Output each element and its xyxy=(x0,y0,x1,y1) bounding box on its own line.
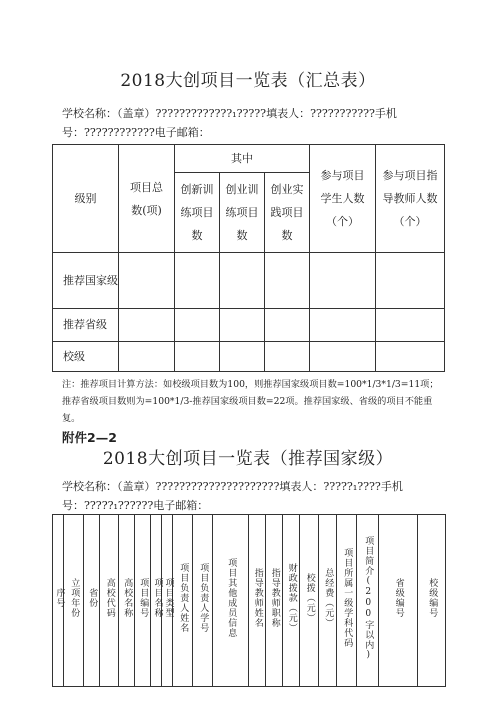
header-university-code xyxy=(100,515,119,687)
header-project-number-label: 项目编号 xyxy=(138,578,149,619)
summary-table xyxy=(52,144,445,372)
header-total-funding xyxy=(319,515,337,687)
header-serial-label: 序号 xyxy=(54,588,65,609)
table-cell[interactable] xyxy=(175,309,220,342)
table-cell[interactable] xyxy=(119,342,175,372)
header-project-type-label: 项目类型 xyxy=(163,578,174,619)
header-school-funding-label: 校拨（元） xyxy=(304,573,315,624)
header-school-number xyxy=(418,515,446,687)
header-university-name xyxy=(119,515,135,687)
summary-table-title: 2018大创项目一览表（汇总表） xyxy=(120,71,376,91)
calculation-note: 注：推荐项目计算方法：如校级项目数为100，则推荐国家级项目数=100*1/3*1/3=11项；推荐省级项目数则为=100*1/3-推荐国家级项目数=22项。推荐国家级、省级的项目不能重复。 xyxy=(62,379,439,424)
header-year xyxy=(64,515,84,687)
table-cell[interactable] xyxy=(175,253,220,309)
header-advisor-title xyxy=(266,515,283,687)
table-cell[interactable] xyxy=(310,253,376,309)
header-students: 参与项目学生人数（个） xyxy=(310,145,376,253)
school-info-line-2: 学校名称：（盖章）?????????????????????填表人：?????₁????手机号：?????₁??????电子邮箱： xyxy=(62,480,403,512)
header-university-name-label: 高校名称 xyxy=(122,578,133,619)
table-cell[interactable] xyxy=(220,309,265,342)
header-group: 其中 xyxy=(175,145,310,173)
table-cell[interactable] xyxy=(310,342,376,372)
header-government-funding-label: 财政拨款（元） xyxy=(286,563,297,634)
header-provincial-number xyxy=(379,515,418,687)
header-project-name xyxy=(151,515,162,687)
header-leader-student-id-label: 项目负责人学号 xyxy=(198,563,209,634)
header-serial xyxy=(53,515,64,687)
header-province-label: 省份 xyxy=(87,588,98,609)
header-discipline-code xyxy=(337,515,357,687)
table-cell[interactable] xyxy=(376,253,445,309)
table-cell[interactable] xyxy=(265,342,310,372)
header-advisor-name-label: 指导教师姓名 xyxy=(252,568,263,629)
header-provincial-number-label: 省级编号 xyxy=(393,578,404,619)
table-cell[interactable] xyxy=(265,309,310,342)
table-cell[interactable] xyxy=(376,342,445,372)
header-project-name-label: 项目名称 xyxy=(152,578,163,619)
header-discipline-code-label: 项目所属一级学科代码 xyxy=(342,548,353,649)
header-province xyxy=(84,515,100,687)
school-info-line: 学校名称：（盖章）?????????????₁?????填表人：???????????手机号：????????????电子邮箱： xyxy=(62,107,397,139)
header-leader-student-id xyxy=(193,515,213,687)
national-table-title: 2018大创项目一览表（推荐国家级） xyxy=(102,449,394,469)
national-projects-table xyxy=(52,514,446,687)
header-total: 项目总数(项) xyxy=(119,145,175,253)
row-label-school: 校级 xyxy=(53,342,119,372)
table-cell[interactable] xyxy=(265,253,310,309)
header-leader-name xyxy=(173,515,193,687)
header-project-summary-label: 项目简介(200字以内) xyxy=(363,535,374,661)
header-total-funding-label: 总经费（元） xyxy=(323,568,334,629)
table-cell[interactable] xyxy=(175,342,220,372)
header-project-type xyxy=(162,515,173,687)
header-university-code-label: 高校代码 xyxy=(104,578,115,619)
row-label-national: 推荐国家级 xyxy=(53,253,119,309)
header-advisor-title-label: 指导教师职称 xyxy=(269,568,280,629)
header-school-funding xyxy=(300,515,319,687)
header-innovation-training: 创新训练项目数 xyxy=(175,173,220,253)
header-school-number-label: 校级编号 xyxy=(427,578,438,619)
header-advisor-name xyxy=(249,515,266,687)
table-cell[interactable] xyxy=(310,309,376,342)
header-teachers: 参与项目指导教师人数（个） xyxy=(376,145,445,253)
table-cell[interactable] xyxy=(119,253,175,309)
row-label-provincial: 推荐省级 xyxy=(53,309,119,342)
attachment-label: 附件2—2 xyxy=(62,430,117,445)
header-other-members-label: 项目其他成员信息 xyxy=(226,558,237,639)
table-cell[interactable] xyxy=(220,342,265,372)
header-level: 级别 xyxy=(53,145,119,253)
header-entrepreneur-training: 创业训练项目数 xyxy=(220,173,265,253)
header-entrepreneur-practice: 创业实践项目数 xyxy=(265,173,310,253)
header-leader-name-label: 项目负责人姓名 xyxy=(178,563,189,634)
header-year-label: 立项年份 xyxy=(69,578,80,619)
table-cell[interactable] xyxy=(119,309,175,342)
table-cell[interactable] xyxy=(376,309,445,342)
header-project-summary xyxy=(357,515,379,687)
header-government-funding xyxy=(283,515,300,687)
header-project-number xyxy=(135,515,151,687)
header-other-members xyxy=(213,515,249,687)
table-cell[interactable] xyxy=(220,253,265,309)
